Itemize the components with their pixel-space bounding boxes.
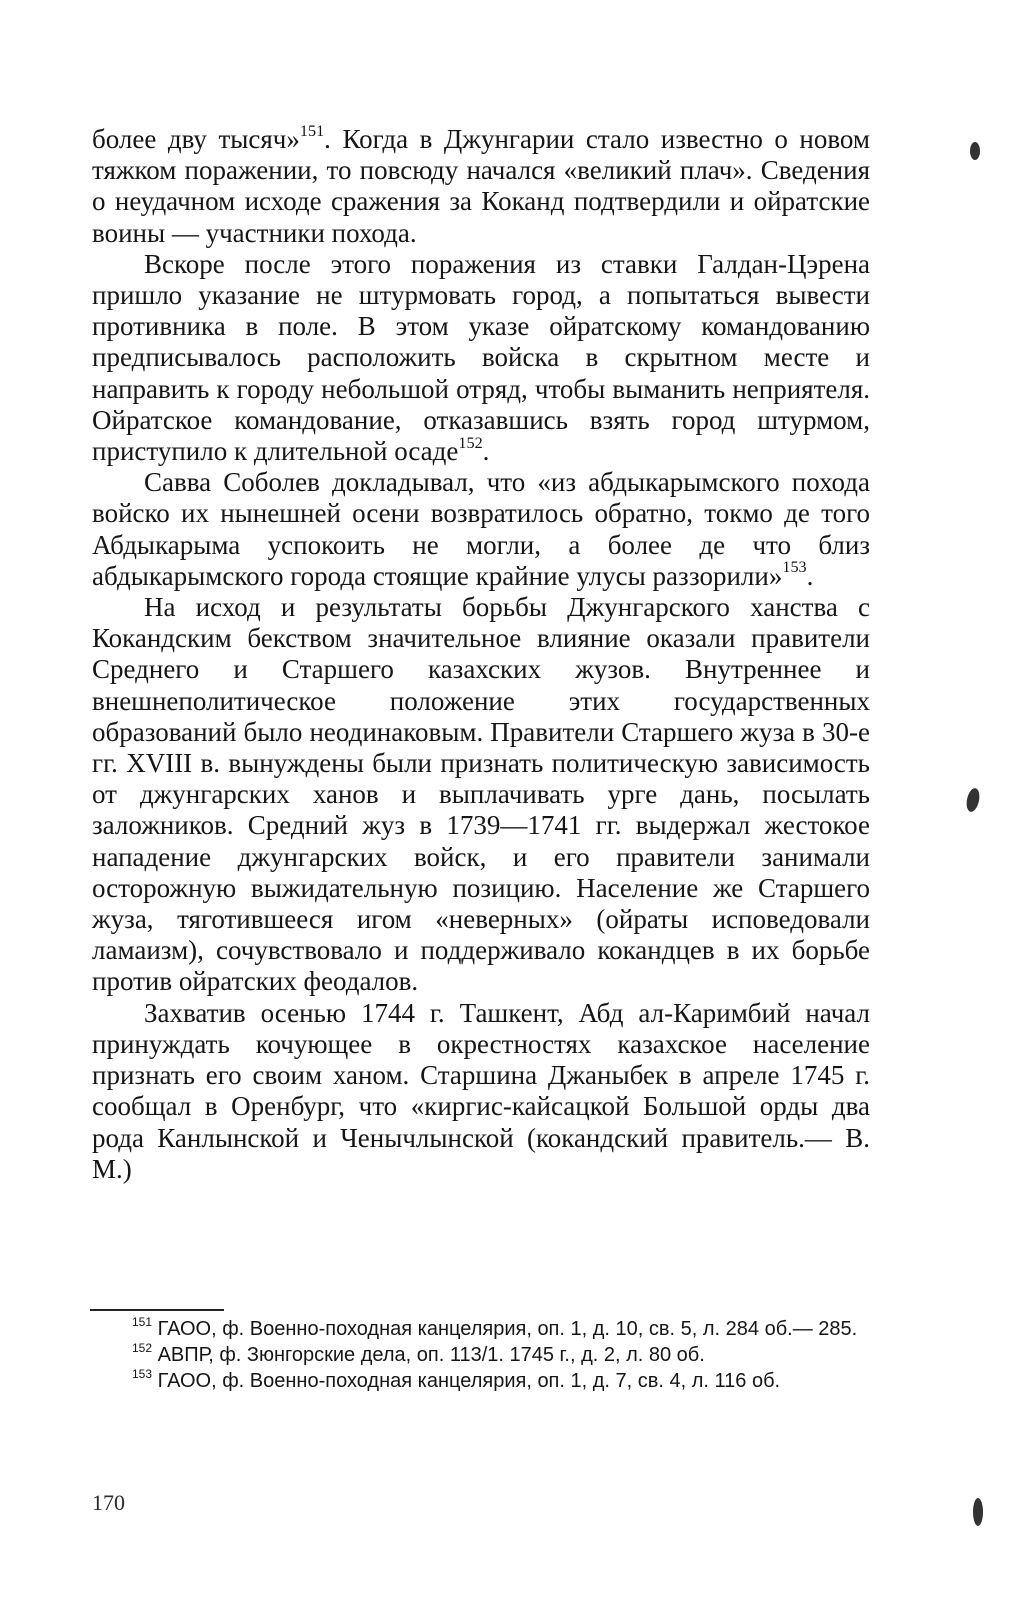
ink-speck: [973, 1498, 983, 1526]
footnotes: [92, 1314, 868, 1396]
footnote-ref-153: 153: [782, 558, 807, 577]
paragraph-1: более дву тысяч»$^{151}$. Когда в Джунгарии стало известно о новом тяжком поражении, то повсюду начался «великий плач». Сведения о неудачном исходе сражения за Коканд подтвердили и ойратские воины — участники похода.: [92, 121, 871, 248]
ink-speck: [965, 787, 982, 813]
footnote-152: $^{152}$ АВПР, ф. Зюнгорские дела, оп. 113/1. 1745 г., д. 2, л. 80 об.: [132, 1340, 705, 1366]
footnote-divider: [90, 1309, 224, 1311]
main-text: [92, 121, 871, 1185]
ink-speck: [970, 142, 980, 160]
paragraph-2: Вскоре после этого поражения из ставки Галдан-Цэрена пришло указание не штурмовать город, а попытаться вывести противника в поле. В этом указе ойратскому командованию предписывалось расположить войска в скрытном месте и направить к городу небольшой отряд, чтобы выманить неприятеля. Ойратское командование, отказавшись взять город штурмом, приступило к длительной осаде$^{152}$.: [92, 248, 870, 467]
page-number: 170: [92, 1490, 125, 1515]
footnote-ref-151: 151: [299, 121, 325, 140]
footnote-ref-152: 152: [458, 433, 483, 452]
paragraph-4: На исход и результаты борьбы Джунгарского ханства с Кокандским бекством значительное влияние оказали правители Среднего и Старшего казахских жузов. Внутреннее и внешнеполитическое положение этих государственных образований было неодинаковым. Правители Старшего жуза в 30-е гг. XVIII в. вынуждены были признать политическую зависимость от джунгарских ханов и выплачивать урге дань, посылать заложников. Средний жуз в 1739—1741 гг. выдержал жестокое нападение джунгарских войск, и его правители занимали осторожную выжидательную позицию. Население же Старшего жуза, тяготившееся игом «неверных» (ойраты исповедовали ламаизм), сочувствовало и поддерживало кокандцев в их борьбе против ойратских феодалов.: [92, 592, 870, 997]
footnote-151: $^{151}$ ГАОО, ф. Военно-походная канцелярия, оп. 1, д. 10, св. 5, л. 284 об.— 285.: [132, 1314, 858, 1340]
footnote-153: $^{153}$ ГАОО, ф. Военно-походная канцелярия, оп. 1, д. 7, св. 4, л. 116 об.: [132, 1366, 781, 1392]
paragraph-3: Савва Соболев докладывал, что «из абдыкарымского похода войско их нынешней осени возвратилось обратно, токмо де того Абдыкарыма успокоить не могли, а более де что близ абдыкарымского города стоящие крайние улусы раззорили»$^{153}$.: [92, 467, 870, 591]
paragraph-5: Захватив осенью 1744 г. Ташкент, Абд ал-Каримбий начал принуждать кочующее в окрестностях казахское население признать его своим ханом. Старшина Джаныбек в апреле 1745 г. сообщал в Оренбург, что «киргис-кайсацкой Большой орды два рода Канлынской и Ченычлынской (кокандский правитель.— В. М.): [92, 997, 870, 1184]
